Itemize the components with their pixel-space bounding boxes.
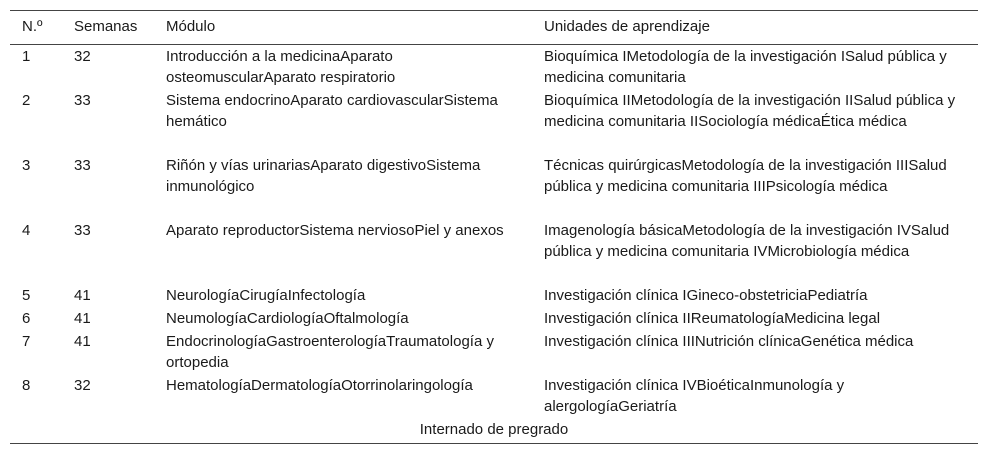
row-module: Aparato reproductorSistema nerviosoPiel y anexos <box>166 222 504 239</box>
row-learning-units: Investigación clínica IVBioéticaInmunología y alergologíaGeriatría <box>544 377 845 415</box>
row-learning-units: Bioquímica IMetodología de la investigación ISalud pública y medicina comunitaria <box>544 48 947 86</box>
row-number: 5 <box>22 287 31 304</box>
row-weeks: 41 <box>74 333 91 350</box>
row-number: 4 <box>22 222 31 239</box>
row-weeks: 33 <box>74 92 91 109</box>
header-learning-units: Unidades de aprendizaje <box>544 18 710 35</box>
row-learning-units: Investigación clínica IIReumatologíaMedicina legal <box>544 310 881 327</box>
row-module: HematologíaDermatologíaOtorrinolaringología <box>166 377 473 394</box>
row-learning-units: Imagenología básicaMetodología de la investigación IVSalud pública y medicina comunitaria IVMicrobiología médica <box>544 222 950 260</box>
row-learning-units: Investigación clínica IGineco-obstetriciaPediatría <box>544 287 868 304</box>
row-learning-units: Técnicas quirúrgicasMetodología de la investigación IIISalud pública y medicina comunitaria IIIPsicología médica <box>544 157 947 195</box>
header-number: N.º <box>22 18 43 35</box>
row-weeks: 41 <box>74 310 91 327</box>
row-weeks: 33 <box>74 222 91 239</box>
header-module: Módulo <box>166 18 216 35</box>
row-module: Riñón y vías urinariasAparato digestivoSistema inmunológico <box>166 157 481 195</box>
row-module: NeurologíaCirugíaInfectología <box>166 287 366 304</box>
row-number: 7 <box>22 333 31 350</box>
table-top-rule <box>10 10 978 11</box>
row-number: 2 <box>22 92 31 109</box>
row-number: 6 <box>22 310 31 327</box>
row-learning-units: Investigación clínica IIINutrición clínicaGenética médica <box>544 333 914 350</box>
row-learning-units: Bioquímica IIMetodología de la investigación IISalud pública y medicina comunitaria IISociología médicaÉtica médica <box>544 92 956 130</box>
row-weeks: 32 <box>74 377 91 394</box>
table-bottom-rule <box>10 443 978 444</box>
row-module: NeumologíaCardiologíaOftalmología <box>166 310 409 327</box>
row-weeks: 33 <box>74 157 91 174</box>
row-module: Sistema endocrinoAparato cardiovascularSistema hemático <box>166 92 498 130</box>
header-rule <box>10 44 978 45</box>
row-module: Introducción a la medicinaAparato osteomuscularAparato respiratorio <box>166 48 396 86</box>
header-weeks: Semanas <box>74 18 138 35</box>
row-number: 1 <box>22 48 31 65</box>
row-weeks: 32 <box>74 48 91 65</box>
table-footer-internship: Internado de pregrado <box>419 421 569 438</box>
row-weeks: 41 <box>74 287 91 304</box>
row-number: 3 <box>22 157 31 174</box>
row-module: EndocrinologíaGastroenterologíaTraumatología y ortopedia <box>166 333 494 371</box>
row-number: 8 <box>22 377 31 394</box>
